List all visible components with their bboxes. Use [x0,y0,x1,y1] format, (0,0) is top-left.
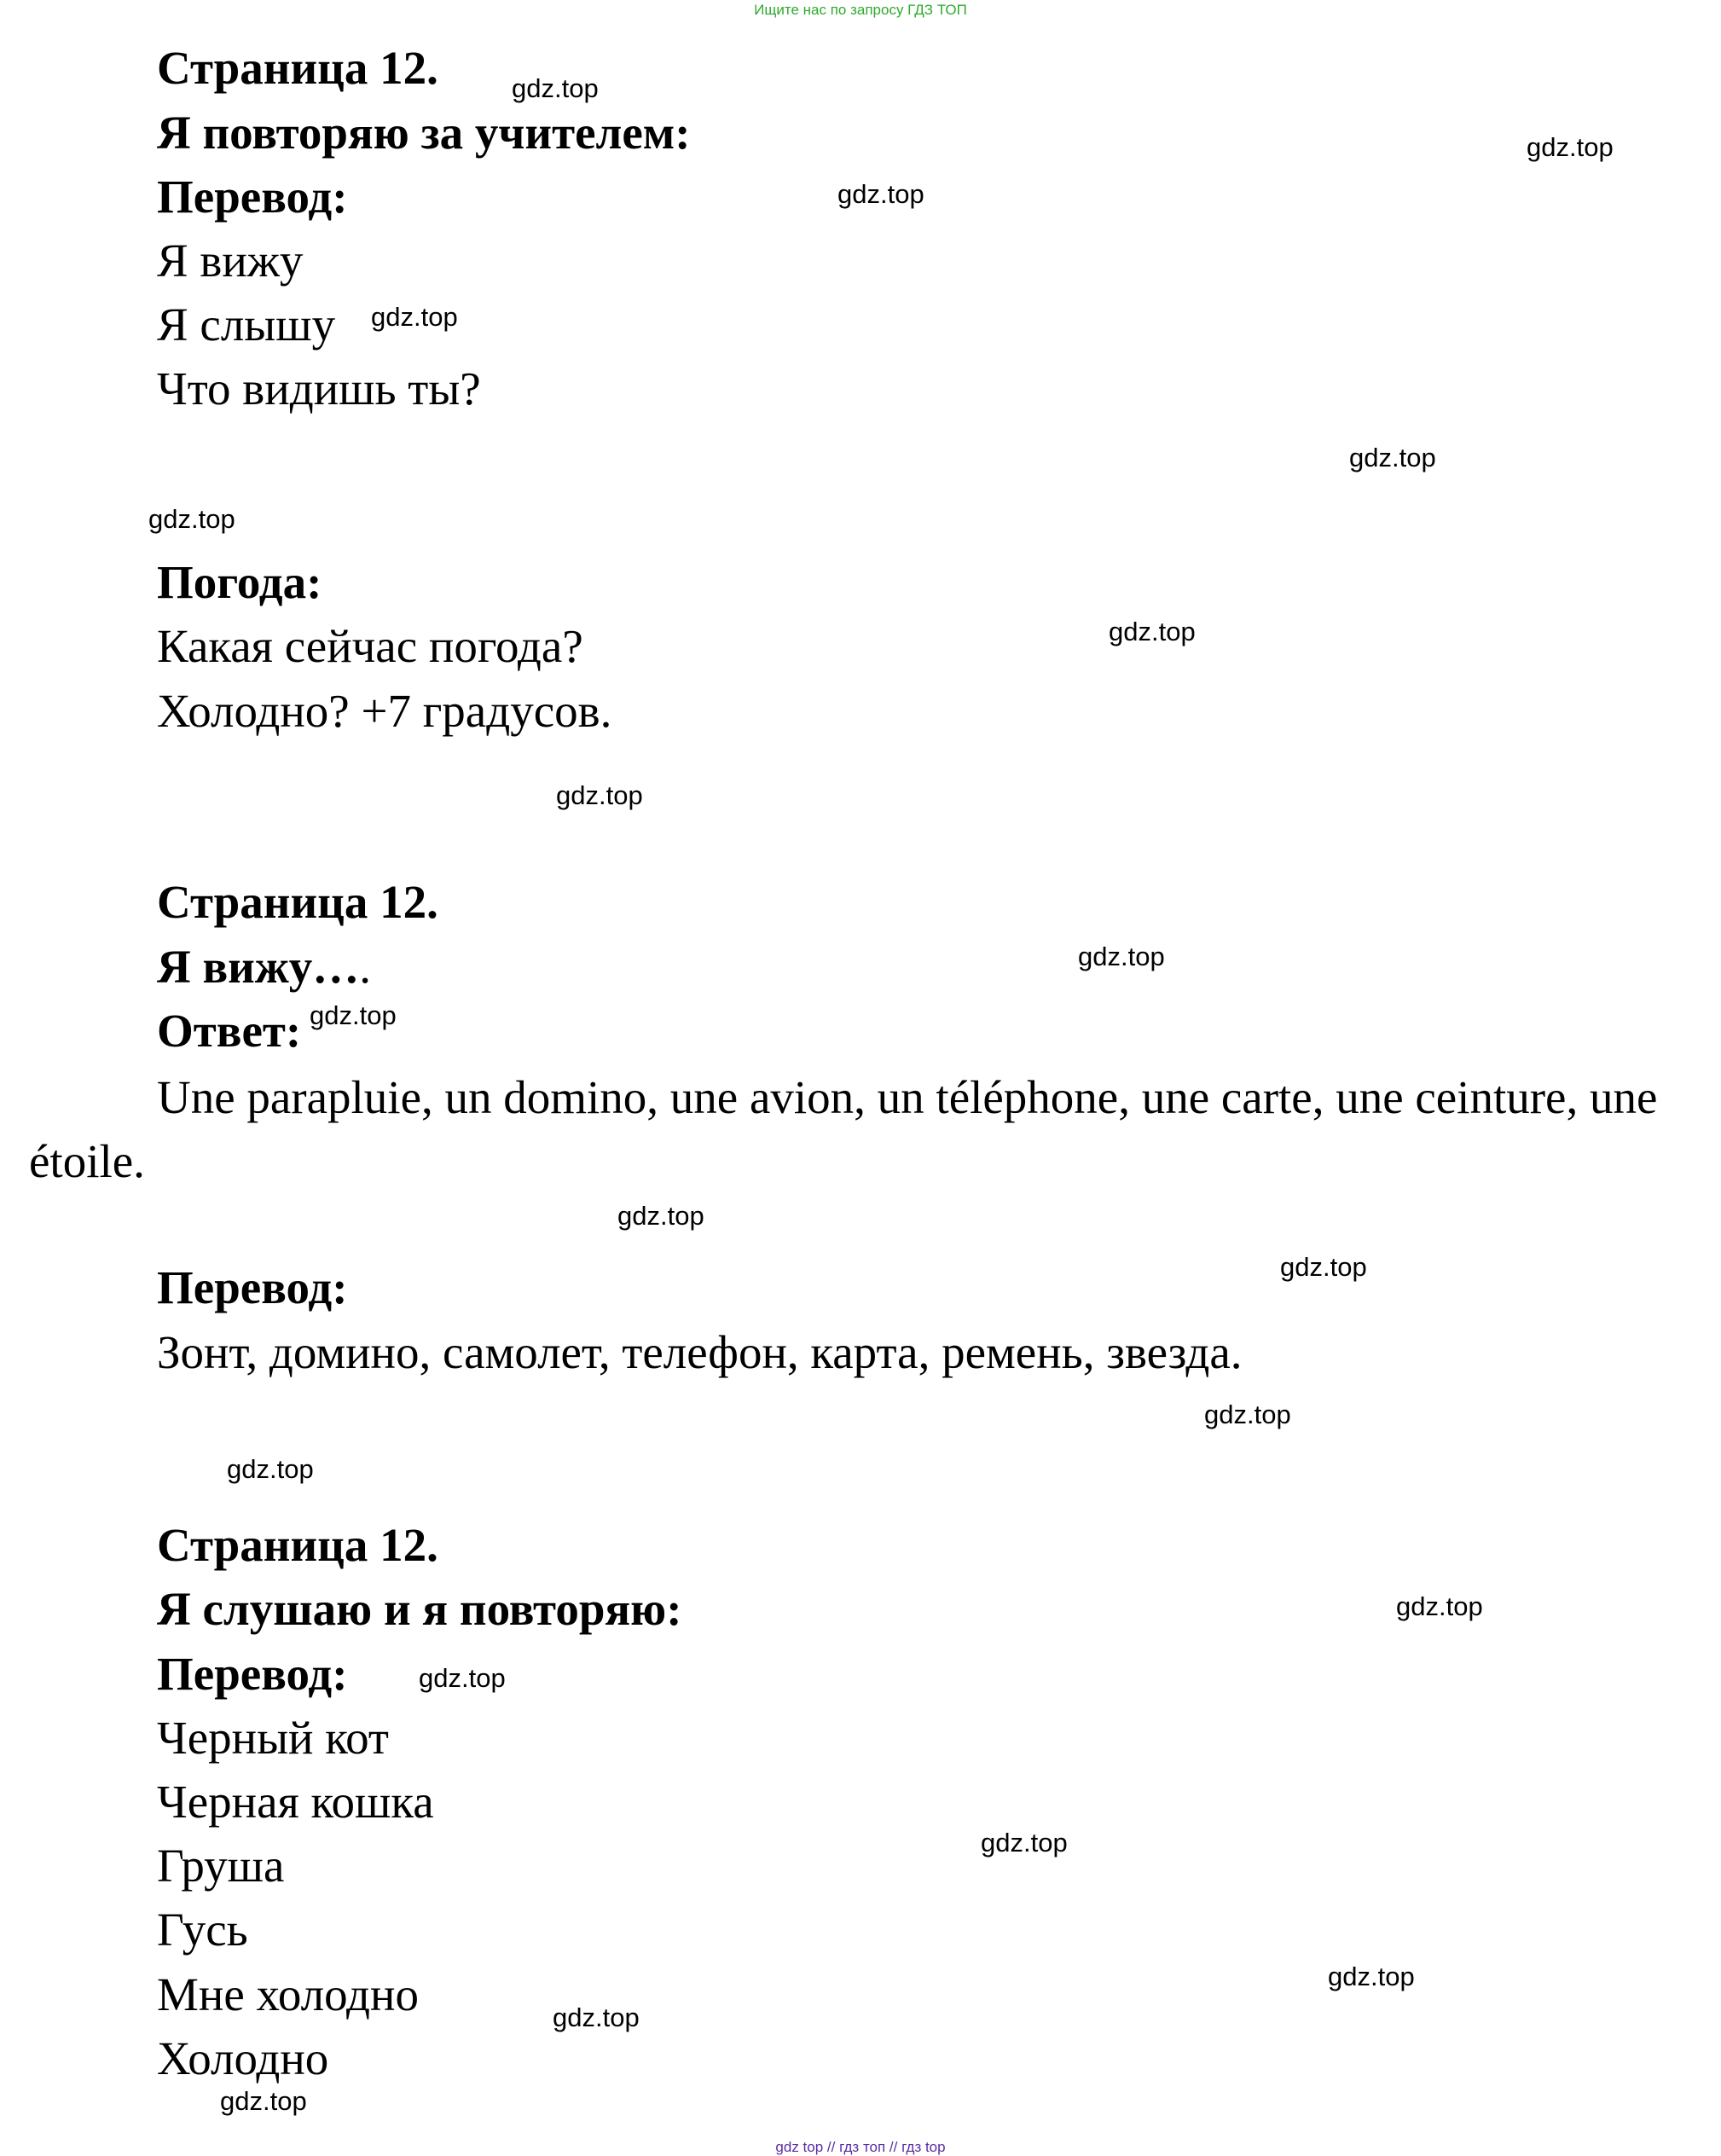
section1-weather-line: Холодно? +7 градусов. [157,685,612,737]
watermark: gdz.top [553,2002,640,2032]
watermark: gdz.top [617,1201,704,1231]
watermark: gdz.top [1527,132,1614,162]
section3-title: Я слушаю и я повторяю: [157,1583,682,1635]
section2-title [157,941,371,993]
watermark: gdz.top [1204,1400,1291,1429]
section1-weather-line: Какая сейчас погода? [157,620,583,672]
section3-line: Холодно [157,2032,329,2084]
section3-page-heading: Страница 12. [157,1519,438,1571]
section3-line: Мне холодно [157,1968,419,2020]
watermark: gdz.top [1078,942,1165,971]
watermark: gdz.top [1328,1962,1415,1991]
section2-translation-text: Зонт, домино, самолет, телефон, карта, ремень, звезда. [157,1326,1243,1378]
watermark: gdz.top [1396,1591,1483,1621]
section2-translation-label: Перевод: [157,1261,348,1313]
section1-line: Я вижу [157,235,304,287]
watermark: gdz.top [148,504,235,534]
watermark: gdz.top [371,302,458,332]
section1-weather-label: Погода: [157,556,322,608]
section1-translation-label: Перевод: [157,171,348,223]
watermark: gdz.top [419,1663,506,1693]
top-banner: Ищите нас по запросу ГДЗ ТОП [754,2,967,18]
section2-answer-text: Une parapluie, un domino, une avion, un téléphone, une carte, une ceinture, une étoile. [29,1071,1658,1187]
watermark: gdz.top [220,2086,307,2116]
footer: gdz top // гдз топ // гдз top [775,2139,946,2155]
section3-line: Гусь [157,1904,248,1956]
section2-title-suffix: . [359,941,371,993]
section1-line: Что видишь ты? [157,362,481,414]
section3-line: Черный кот [157,1712,389,1764]
watermark: gdz.top [310,1000,397,1030]
section3-line: Груша [157,1840,285,1892]
watermark: gdz.top [1280,1252,1367,1282]
watermark: gdz.top [981,1828,1068,1858]
section2-title-text: Я вижу… [157,941,360,993]
watermark: gdz.top [1349,443,1436,472]
watermark: gdz.top [227,1454,314,1484]
section1-title: Я повторяю за учителем: [157,107,691,159]
watermark: gdz.top [1109,617,1196,646]
section3-line: Черная кошка [157,1776,434,1828]
section2-answer-label: Ответ: [157,1005,302,1057]
section1-line: Я слышу [157,298,336,351]
watermark: gdz.top [837,179,924,209]
section3-translation-label: Перевод: [157,1648,348,1700]
watermark: gdz.top [512,73,599,103]
section2-page-heading: Страница 12. [157,876,438,928]
section1-page-heading: Страница 12. [157,42,438,94]
watermark: gdz.top [556,780,643,810]
